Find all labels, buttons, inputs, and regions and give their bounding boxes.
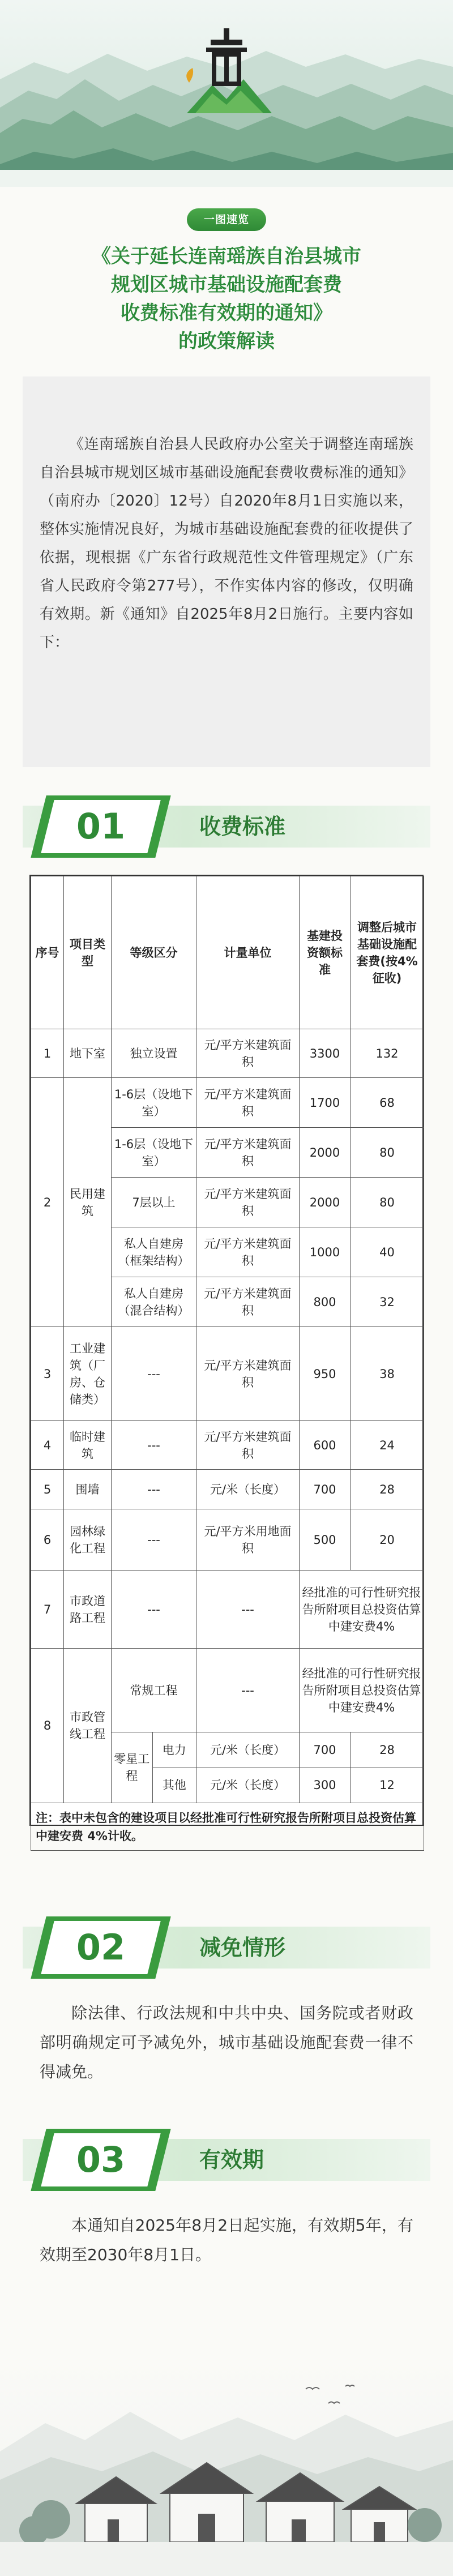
page-title-line-3: 收费标准有效期的通知》 (121, 302, 332, 324)
cell-grade: --- (112, 1571, 196, 1649)
section-header-validity (23, 2129, 430, 2191)
section-label: 有效期 (199, 2147, 264, 2172)
cell-fee: 80 (351, 1128, 424, 1178)
table-row (31, 1470, 424, 1509)
cell-grade: 1-6层（设地下室） (112, 1078, 196, 1128)
cell-base: 600 (300, 1421, 351, 1470)
cell-grade: --- (112, 1470, 196, 1509)
cell-fee: 20 (351, 1509, 424, 1571)
cell-unit: 元/平方米建筑面积 (196, 1029, 300, 1078)
cell-no: 4 (31, 1421, 64, 1470)
cell-fee: 38 (351, 1327, 424, 1421)
cell-no: 7 (31, 1571, 64, 1649)
cell-type: 园林绿化工程 (64, 1509, 112, 1571)
intro-paragraph: 《连南瑶族自治县人民政府办公室关于调整连南瑶族自治县城市规划区城市基础设施配套费收费标准的通知》（南府办〔2020〕12号）自2020年8月1日实施以来，整体实施情况良好，为城市基础设施配套费的征收提供了依据，现根据《广东省行政规范性文件管理规定》（广东省人民政府令第277号），不作实体内容的修改，仅明确有效期。新《通知》自2025年8月2日施行。主要内容如下： (40, 436, 413, 651)
cell-base: 700 (300, 1470, 351, 1509)
section-header-exemption (23, 1916, 430, 1979)
cell-no: 1 (31, 1029, 64, 1078)
village-landscape-icon (0, 2355, 453, 2576)
cell-unit: 元/米（长度） (196, 1732, 300, 1768)
cell-unit: 元/平方米建筑面积 (196, 1227, 300, 1277)
cell-type: 临时建筑 (64, 1421, 112, 1470)
cell-fee: 28 (351, 1732, 424, 1768)
cell-grade: 独立设置 (112, 1029, 196, 1078)
page-title-line-4: 的政策解读 (178, 330, 275, 353)
cell-grade-split (112, 1732, 196, 1803)
cell-type: 市政管线工程 (64, 1649, 112, 1803)
cell-fee: 32 (351, 1277, 424, 1327)
cell-type: 地下室 (64, 1029, 112, 1078)
section-number: 03 (76, 2139, 126, 2180)
cell-grade-sub: 电力 (152, 1732, 196, 1768)
table-row (31, 1571, 424, 1649)
cell-base: 800 (300, 1277, 351, 1327)
cell-type: 市政道路工程 (64, 1571, 112, 1649)
cell-grade: 私人自建房（混合结构） (112, 1277, 196, 1327)
cell-unit: 元/米（长度） (196, 1768, 300, 1803)
cell-type: 工业建筑（厂房、仓储类） (64, 1327, 112, 1421)
cell-base: 950 (300, 1327, 351, 1421)
table-row (31, 1649, 424, 1732)
cell-no: 3 (31, 1327, 64, 1421)
cell-grade: 1-6层（设地下室） (112, 1128, 196, 1178)
table-note: 注：表中未包含的建设项目以经批准可行性研究报告所附项目总投资估算中建安费 4%计收。 (31, 1803, 424, 1851)
cell-unit: 元/平方米用地面积 (196, 1509, 300, 1571)
cell-type: 民用建筑 (64, 1078, 112, 1327)
exemption-text: 除法律、行政法规和中共中央、国务院或者财政部明确规定可予减免外，城市基础设施配套费一律不得减免。 (40, 2004, 413, 2081)
table-row (31, 1029, 424, 1078)
cell-base: 3300 (300, 1029, 351, 1078)
header-grade: 等级区分 (112, 876, 196, 1029)
cell-base: 1700 (300, 1078, 351, 1128)
mountain-landscape-icon (0, 0, 453, 187)
intro-text (40, 430, 413, 657)
section-number: 02 (76, 1927, 126, 1968)
hero-banner (0, 0, 453, 187)
cell-fee: 12 (351, 1768, 424, 1803)
cell-grade: --- (112, 1421, 196, 1470)
page-title-line-2: 规划区城市基础设施配套费 (111, 273, 342, 296)
page-title-line-1: 《关于延长连南瑶族自治县城市 (92, 245, 361, 268)
cell-grade-main: 零星工程 (112, 1732, 152, 1803)
cell-grade: 常规工程 (112, 1649, 196, 1732)
header-no: 序号 (31, 876, 64, 1029)
section-label: 收费标准 (199, 814, 286, 839)
cell-fee: 80 (351, 1178, 424, 1227)
cell-fee: 132 (351, 1029, 424, 1078)
cell-fee: 68 (351, 1078, 424, 1128)
cell-no: 6 (31, 1509, 64, 1571)
section-header-fees (23, 795, 430, 858)
section-label: 减免情形 (199, 1935, 286, 1960)
cell-grade: --- (112, 1509, 196, 1571)
table-row (31, 1078, 424, 1128)
cell-grade-sub: 其他 (162, 1778, 186, 1792)
cell-grade: --- (112, 1327, 196, 1421)
validity-text: 本通知自2025年8月2日起实施，有效期5年，有效期至2030年8月1日。 (40, 2216, 413, 2264)
cell-unit: 元/平方米建筑面积 (196, 1421, 300, 1470)
cell-fee: 经批准的可行性研究报告所附项目总投资估算中建安费4% (300, 1571, 424, 1649)
cell-unit: 元/米（长度） (196, 1470, 300, 1509)
table-header-row (31, 876, 424, 1029)
quick-view-badge: 一图速览 (187, 208, 266, 231)
cell-base: 1000 (300, 1227, 351, 1277)
cell-base: 700 (300, 1732, 351, 1768)
cell-base: 2000 (300, 1178, 351, 1227)
table-row (31, 1509, 424, 1571)
cell-no: 8 (31, 1649, 64, 1803)
cell-fee: 28 (351, 1470, 424, 1509)
cell-unit: 元/平方米建筑面积 (196, 1277, 300, 1327)
cell-unit: 元/平方米建筑面积 (196, 1078, 300, 1128)
header-base: 基建投资额标准 (300, 876, 351, 1029)
cell-fee: 经批准的可行性研究报告所附项目总投资估算中建安费4% (300, 1649, 424, 1732)
cell-grade: 7层以上 (112, 1178, 196, 1227)
section-number: 01 (76, 806, 126, 847)
cell-base: 2000 (300, 1128, 351, 1178)
cell-unit: 元/平方米建筑面积 (196, 1327, 300, 1421)
cell-fee: 40 (351, 1227, 424, 1277)
footer-illustration (0, 2355, 453, 2576)
header-fee: 调整后城市基础设施配套费(按4%征收) (351, 876, 424, 1029)
header-type: 项目类型 (64, 876, 112, 1029)
table-row (31, 1421, 424, 1470)
cell-no: 2 (31, 1078, 64, 1327)
cell-grade: 私人自建房（框架结构） (112, 1227, 196, 1277)
cell-base: 500 (300, 1509, 351, 1571)
cell-base: 300 (300, 1768, 351, 1803)
cell-unit: 元/平方米建筑面积 (196, 1178, 300, 1227)
cell-fee: 24 (351, 1421, 424, 1470)
cell-no: 5 (31, 1470, 64, 1509)
header-unit: 计量单位 (196, 876, 300, 1029)
table-row (31, 1327, 424, 1421)
fee-standard-table (29, 875, 424, 1843)
cell-unit: --- (196, 1649, 300, 1732)
cell-unit: 元/平方米建筑面积 (196, 1128, 300, 1178)
cell-unit: --- (196, 1571, 300, 1649)
cell-type: 围墙 (64, 1470, 112, 1509)
table-note-row (31, 1803, 424, 1851)
